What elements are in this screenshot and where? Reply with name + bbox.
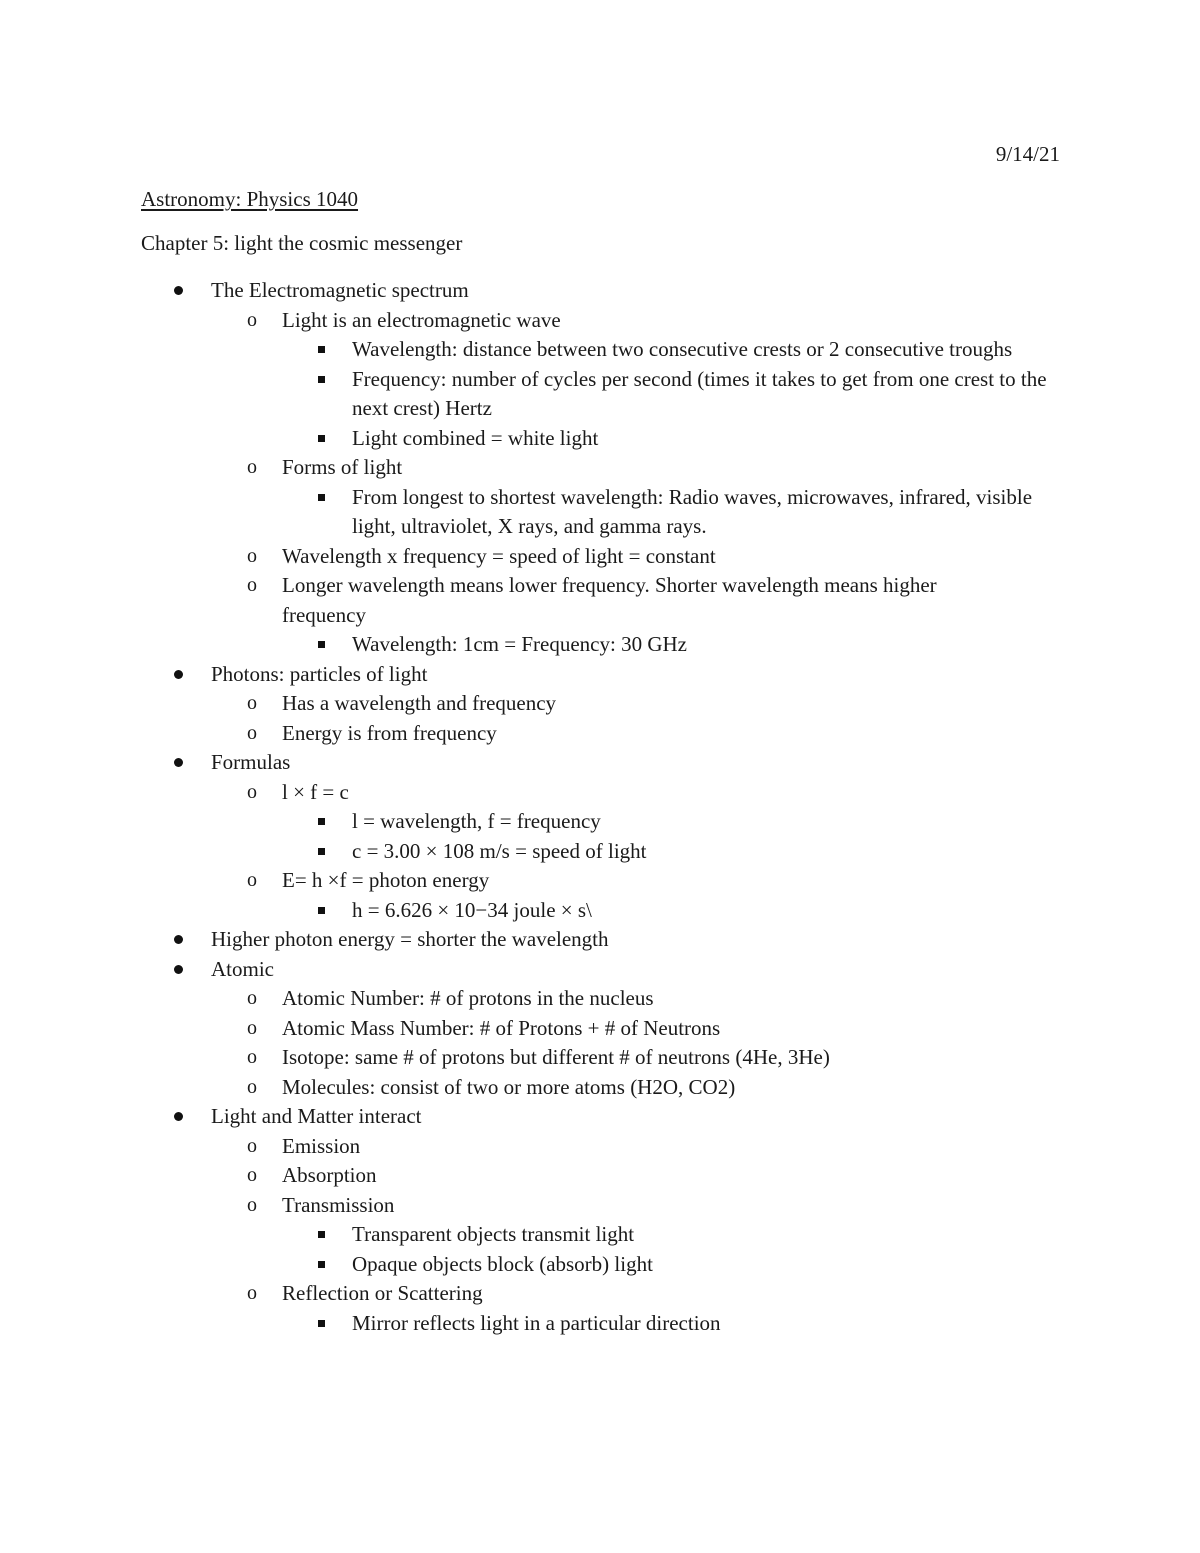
bullet-square-icon [318,424,325,454]
outline-item-text: c = 3.00 × 108 m/s = speed of light [352,838,647,863]
outline-item-text: h = 6.626 × 10−34 joule × s\ [352,897,592,922]
bullet-square-icon [318,1220,325,1250]
outline-item-level-2 [0,542,1022,572]
outline-item-level-2 [0,1191,1022,1221]
outline-item-level-3 [0,630,1052,660]
outline-item-text: E= h ×f = photon energy [282,868,490,892]
outline-item-level-2 [0,866,1022,896]
outline-item-level-2 [0,984,1022,1014]
outline-item-level-3 [0,483,1052,542]
bullet-o-marker: o [247,1075,257,1098]
outline-item-level-2 [0,778,1022,808]
outline-item-text: The Electromagnetic spectrum [211,278,469,302]
outline-item-level-2 [0,1073,1022,1103]
outline-item-text: Transparent objects transmit light [352,1222,635,1246]
outline-item-level-3 [0,365,1052,424]
outline-item-text: l × f = c [282,779,349,804]
outline-item-text: Energy is from frequency [282,720,497,745]
outline-item-text: Higher photon energy = shorter the wavelength [211,927,609,951]
bullet-square-icon [318,807,325,837]
outline-item-text: Wavelength x frequency = speed of light = constant [282,543,716,568]
outline-item-level-3 [0,807,1052,837]
outline-item-text: l = wavelength, f = frequency [352,809,601,833]
bullet-square-icon [318,837,325,867]
outline-item-text: Mirror reflects light in a particular direction [352,1310,721,1335]
document-date: 9/14/21 [995,142,1060,166]
outline-item-text: From longest to shortest wavelength: Radio waves, microwaves, infrared, visible light, ultraviolet, X rays, and gamma rays. [352,484,1033,538]
bullet-square-icon [318,365,325,395]
bullet-dot-icon [174,276,183,306]
bullet-square-icon [318,483,325,513]
bullet-o-marker: o [247,780,257,803]
bullet-dot-icon [174,955,183,985]
bullet-o-marker: o [247,987,257,1009]
document-title: Astronomy: Physics 1040 [141,187,359,211]
bullet-o-marker: o [247,456,257,478]
bullet-square-icon [318,335,325,365]
outline-item-text: Atomic Number: # of protons in the nucleus [282,986,654,1010]
outline-item-text: Forms of light [282,455,403,479]
bullet-dot-icon [174,925,183,955]
outline-item-text: Longer wavelength means lower frequency. Shorter wavelength means higher frequency [282,573,937,627]
outline-item-text: Absorption [282,1163,377,1187]
outline-item-level-3 [0,335,1052,365]
outline-item-level-2 [0,1132,1022,1162]
outline-item-level-2 [0,571,1022,630]
outline-item-level-3 [0,837,1052,867]
bullet-o-marker: o [247,869,257,891]
chapter-heading: Chapter 5: light the cosmic messenger [141,231,463,255]
outline-item-level-1 [0,748,1001,778]
outline-item-level-2 [0,719,1022,749]
bullet-o-marker: o [247,1282,257,1304]
outline-item-level-1 [0,1102,1001,1132]
outline-item-text: Frequency: number of cycles per second (times it takes to get from one crest to the next crest) Hertz [352,366,1047,420]
outline-item-level-3 [0,1220,1052,1250]
bullet-square-icon [318,630,325,660]
outline-item-text: Atomic Mass Number: # of Protons + # of Neutrons [282,1015,721,1040]
outline-item-text: Atomic [211,956,274,981]
bullet-o-marker: o [247,1046,257,1068]
outline-item-text: Wavelength: distance between two consecutive crests or 2 consecutive troughs [352,337,1013,361]
outline-item-text: Isotope: same # of protons but different # of neutrons (4He, 3He) [282,1045,830,1069]
bullet-dot-icon [174,660,183,690]
bullet-o-marker: o [247,1164,257,1186]
outline-item-level-1 [0,955,1001,985]
bullet-square-icon [318,1250,325,1280]
bullet-o-marker: o [247,574,257,596]
outline-item-text: Molecules: consist of two or more atoms (H2O, CO2) [282,1074,736,1099]
outline-item-level-3 [0,424,1052,454]
outline-item-text: Formulas [211,750,291,774]
outline-item-text: Opaque objects block (absorb) light [352,1251,653,1276]
bullet-square-icon [318,896,325,926]
outline-item-level-2 [0,1014,1022,1044]
bullet-o-marker: o [247,1193,257,1216]
outline-item-text: Wavelength: 1cm = Frequency: 30 GHz [352,632,687,656]
outline-item-text: Has a wavelength and frequency [282,691,557,715]
outline-item-text: Photons: particles of light [211,661,428,686]
outline-item-text: Light combined = white light [352,425,599,450]
bullet-o-marker: o [247,721,257,744]
bullet-dot-icon [174,748,183,778]
outline-item-level-2 [0,306,1022,336]
bullet-o-marker: o [247,1016,257,1039]
outline-item-level-2 [0,689,1022,719]
outline-item-text: Light and Matter interact [211,1104,422,1128]
notes-outline [0,276,1200,1338]
outline-item-level-2 [0,1279,1022,1309]
outline-item-level-1 [0,660,1001,690]
outline-item-level-3 [0,1309,1052,1339]
outline-item-level-1 [0,276,1001,306]
outline-item-text: Reflection or Scattering [282,1281,483,1305]
outline-item-level-1 [0,925,1001,955]
bullet-square-icon [318,1309,325,1339]
outline-item-text: Transmission [282,1192,395,1217]
bullet-o-marker: o [247,308,257,331]
outline-item-level-2 [0,1043,1022,1073]
bullet-o-marker: o [247,692,257,714]
outline-item-level-3 [0,1250,1052,1280]
outline-item-level-3 [0,896,1052,926]
bullet-dot-icon [174,1102,183,1132]
bullet-o-marker: o [247,1134,257,1157]
outline-item-level-2 [0,453,1022,483]
outline-item-level-2 [0,1161,1022,1191]
outline-item-text: Emission [282,1133,361,1158]
bullet-o-marker: o [247,544,257,567]
outline-item-text: Light is an electromagnetic wave [282,307,561,332]
